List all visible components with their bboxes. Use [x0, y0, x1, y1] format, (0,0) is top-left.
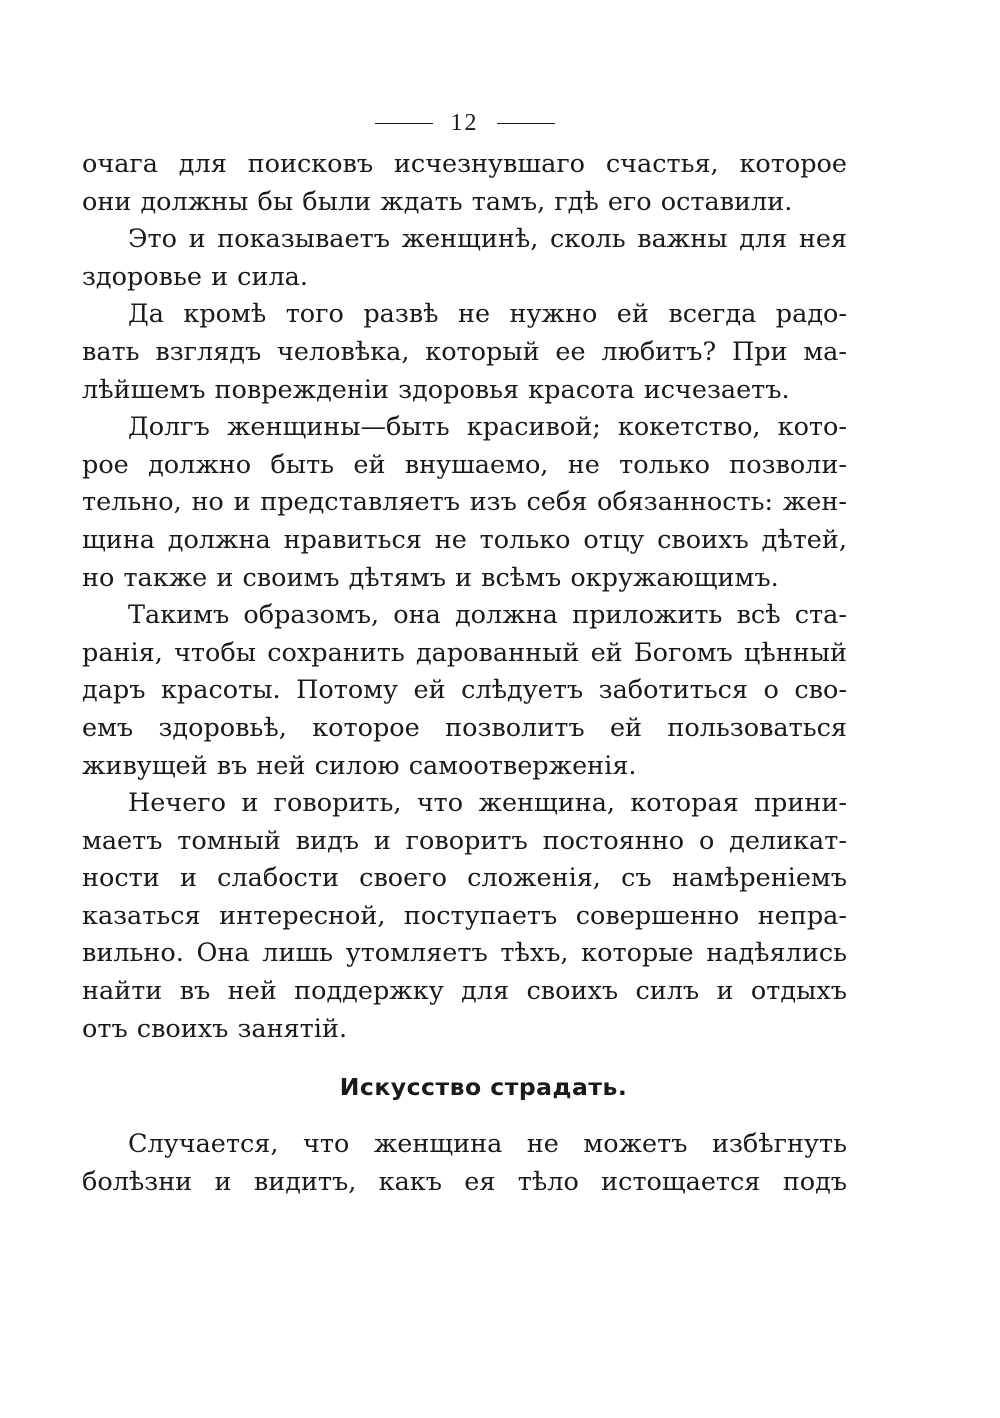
text-line: емъ здоровьѣ, которое позволитъ ей пользоваться — [82, 712, 847, 743]
text-line: найти въ ней поддержку для своихъ силъ и отдыхъ — [82, 976, 847, 1007]
text-line: но также и своимъ дѣтямъ и всѣмъ окружающимъ. — [82, 562, 779, 593]
text-line: даръ красоты. Потому ей слѣдуетъ заботиться о сво- — [82, 675, 847, 706]
paragraph-5 — [82, 597, 847, 785]
page-number: 12 — [450, 109, 479, 136]
text-line: живущей въ ней силою самоотверженія. — [82, 750, 637, 781]
text-line: Долгъ женщины—быть красивой; кокетство, кото- — [128, 412, 847, 443]
text-line: ности и слабости своего сложенія, съ намѣреніемъ — [82, 863, 847, 894]
text-line: лѣйшемъ поврежденіи здоровья красота исчезаетъ. — [82, 374, 790, 405]
text-line: рое должно быть ей внушаемо, не только позволи- — [82, 449, 847, 480]
text-line: маетъ томный видъ и говоритъ постоянно о деликат- — [82, 825, 847, 856]
paragraph-2 — [82, 221, 847, 296]
text-line: ранія, чтобы сохранить дарованный ей Богомъ цѣнный — [82, 637, 847, 668]
text-line: щина должна нравиться не только отцу своихъ дѣтей, — [82, 524, 847, 555]
page-header — [82, 100, 847, 146]
text-line: Это и показываетъ женщинѣ, сколь важны для нея — [128, 224, 847, 255]
paragraph-1 — [82, 146, 847, 221]
text-line: Нечего и говорить, что женщина, которая прини- — [128, 788, 847, 819]
text-line: Случается, что женщина не можетъ избѣгнуть — [128, 1129, 847, 1160]
paragraph-6 — [82, 785, 847, 1048]
text-line: Такимъ образомъ, она должна приложить всѣ ста- — [128, 600, 847, 631]
header-rule-right — [497, 123, 555, 124]
text-line: Да кромѣ того развѣ не нужно ей всегда радо- — [128, 299, 847, 330]
text-line: вать взглядъ человѣка, который ее любитъ? При ма- — [82, 336, 847, 367]
text-line: казаться интересной, поступаетъ совершенно непра- — [82, 900, 847, 931]
section-heading: Искусство страдать. — [339, 1073, 628, 1102]
text-line: здоровье и сила. — [82, 261, 308, 292]
header-rule-left — [375, 123, 433, 124]
book-page — [82, 100, 847, 1201]
section-paragraph — [82, 1126, 847, 1201]
text-line: вильно. Она лишь утомляетъ тѣхъ, которые надѣялись — [82, 938, 847, 969]
text-line: они должны бы были ждать тамъ, гдѣ его оставили. — [82, 186, 793, 217]
paragraph-3 — [82, 296, 847, 409]
text-line: очага для поисковъ исчезнувшаго счастья, которое — [82, 149, 847, 179]
text-line: тельно, но и представляетъ изъ себя обязанность: жен- — [82, 487, 847, 518]
text-line: отъ своихъ занятій. — [82, 1013, 348, 1044]
text-line: болѣзни и видитъ, какъ ея тѣло истощается подъ — [82, 1166, 847, 1197]
paragraph-4 — [82, 409, 847, 597]
